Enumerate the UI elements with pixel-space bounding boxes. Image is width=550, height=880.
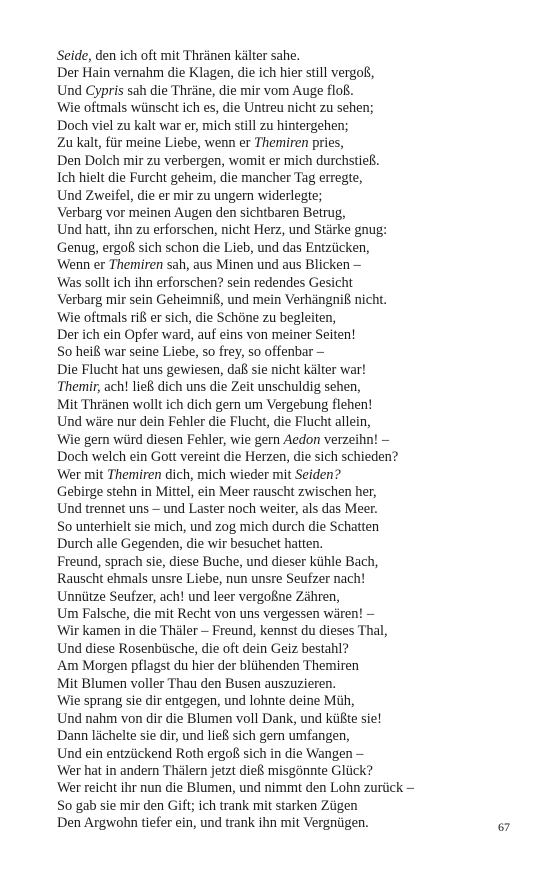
verse-text: Wenn er bbox=[57, 257, 109, 274]
verse-line bbox=[57, 205, 517, 222]
verse-text: Doch welch ein Gott vereint die Herzen, die sich schieden? bbox=[57, 449, 399, 466]
verse-line bbox=[57, 222, 517, 239]
verse-text: Gebirge stehn in Mittel, ein Meer rauscht zwischen her, bbox=[57, 483, 377, 500]
verse-text: Wer hat in andern Thälern jetzt dieß misgönnte Glück? bbox=[57, 762, 373, 779]
verse-text: Dann lächelte sie dir, und ließ sich gern umfangen, bbox=[57, 728, 350, 745]
verse-line bbox=[57, 118, 517, 135]
verse-text: Doch viel zu kalt war er, mich still zu hintergehen; bbox=[57, 117, 349, 134]
verse-italic-name: Themir, bbox=[57, 379, 101, 396]
verse-text: pries, bbox=[308, 135, 344, 152]
verse-line bbox=[57, 432, 517, 449]
verse-text: Genug, ergoß sich schon die Lieb, und das Entzücken, bbox=[57, 239, 370, 256]
verse-text: Die Flucht hat uns gewiesen, daß sie nicht kälter war! bbox=[57, 361, 367, 378]
verse-line bbox=[57, 641, 517, 658]
verse-line bbox=[57, 188, 517, 205]
verse-line bbox=[57, 484, 517, 501]
verse-text: dich, mich wieder mit bbox=[161, 466, 296, 483]
verse-line bbox=[57, 449, 517, 466]
verse-text: Der Hain vernahm die Klagen, die ich hier still vergoß, bbox=[57, 65, 375, 82]
page-number: 67 bbox=[498, 820, 510, 834]
verse-line bbox=[57, 623, 517, 640]
verse-line bbox=[57, 310, 517, 327]
verse-text: ach! ließ dich uns die Zeit unschuldig sehen, bbox=[100, 379, 361, 396]
verse-text: Und ein entzückend Roth ergoß sich in die Wangen – bbox=[57, 745, 364, 762]
verse-line bbox=[57, 344, 517, 361]
verse-text: Wir kamen in die Thäler – Freund, kennst du dieses Thal, bbox=[57, 623, 388, 640]
verse-line bbox=[57, 257, 517, 274]
verse-line bbox=[57, 589, 517, 606]
verse-text: So unterhielt sie mich, und zog mich durch die Schatten bbox=[57, 518, 380, 535]
verse-text: So gab sie mir den Gift; ich trank mit starken Zügen bbox=[57, 797, 358, 814]
verse-text: Mit Blumen voller Thau den Busen auszuzieren. bbox=[57, 675, 337, 692]
verse-line bbox=[57, 153, 517, 170]
verse-italic-name: Seide, bbox=[57, 48, 92, 64]
verse-line bbox=[57, 780, 517, 797]
verse-italic-name: Themiren bbox=[254, 135, 309, 152]
verse-line bbox=[57, 275, 517, 292]
verse-line bbox=[57, 519, 517, 536]
verse-text: Zu kalt, für meine Liebe, wenn er bbox=[57, 135, 254, 152]
verse-line bbox=[57, 763, 517, 780]
verse-text: sah, aus Minen und aus Blicken – bbox=[163, 257, 361, 274]
verse-line bbox=[57, 606, 517, 623]
verse-text: Ich hielt die Furcht geheim, die mancher Tag erregte, bbox=[57, 170, 363, 187]
verse-text: Unnütze Seufzer, ach! und leer vergoßne Zähren, bbox=[57, 588, 340, 605]
verse-text: Durch alle Gegenden, die wir besuchet hatten. bbox=[57, 536, 324, 553]
verse-text: Wie gern würd diesen Fehler, wie gern bbox=[57, 431, 284, 448]
verse-line bbox=[57, 746, 517, 763]
verse-text: Wer mit bbox=[57, 466, 107, 483]
verse-line bbox=[57, 379, 517, 396]
verse-line bbox=[57, 327, 517, 344]
verse-text: Und hatt, ihn zu erforschen, nicht Herz, und Stärke gnug: bbox=[57, 222, 388, 239]
verse-text: sah die Thräne, die mir vom Auge floß. bbox=[123, 82, 354, 99]
verse-text: So heiß war seine Liebe, so frey, so offenbar – bbox=[57, 344, 324, 361]
verse-text: verzeihn! – bbox=[320, 431, 390, 448]
verse-text: Was sollt ich ihn erforschen? sein redendes Gesicht bbox=[57, 274, 353, 291]
verse-italic-name: Themiren bbox=[108, 257, 164, 274]
verse-line bbox=[57, 798, 517, 815]
verse-text: Verbarg mir sein Geheimniß, und mein Verhängniß nicht. bbox=[57, 292, 387, 309]
poem-text bbox=[57, 48, 517, 833]
verse-line bbox=[57, 536, 517, 553]
verse-text: Und Zweifel, die er mir zu ungern widerlegte; bbox=[57, 187, 323, 204]
verse-line bbox=[57, 711, 517, 728]
verse-line bbox=[57, 693, 517, 710]
verse-line bbox=[57, 83, 517, 100]
verse-line bbox=[57, 397, 517, 414]
verse-text: Und bbox=[57, 82, 86, 99]
verse-line bbox=[57, 728, 517, 745]
verse-line bbox=[57, 815, 517, 832]
verse-line bbox=[57, 554, 517, 571]
verse-text: Mit Thränen wollt ich dich gern um Vergebung flehen! bbox=[57, 396, 373, 413]
verse-line bbox=[57, 501, 517, 518]
verse-text: Um Falsche, die mit Recht von uns vergessen wären! – bbox=[57, 606, 375, 622]
verse-line bbox=[57, 100, 517, 117]
verse-line bbox=[57, 65, 517, 82]
verse-text: Wie oftmals wünscht ich es, die Untreu nicht zu sehen; bbox=[57, 100, 374, 117]
verse-italic-name: Themiren bbox=[107, 466, 162, 483]
verse-italic-name: Seiden? bbox=[295, 466, 341, 483]
verse-italic-name: Aedon bbox=[283, 431, 321, 448]
verse-line bbox=[57, 292, 517, 309]
verse-text: Am Morgen pflagst du hier der blühenden Themiren bbox=[57, 658, 359, 675]
verse-text: Wie oftmals riß er sich, die Schöne zu begleiten, bbox=[57, 309, 337, 326]
verse-text: Der ich ein Opfer ward, auf eins von meiner Seiten! bbox=[57, 327, 356, 343]
verse-line bbox=[57, 571, 517, 588]
verse-line bbox=[57, 48, 517, 65]
verse-line bbox=[57, 170, 517, 187]
verse-text: Den Dolch mir zu verbergen, womit er mich durchstieß. bbox=[57, 152, 380, 169]
verse-text: Den Argwohn tiefer ein, und trank ihn mit Vergnügen. bbox=[57, 815, 369, 832]
verse-text: den ich oft mit Thränen kälter sahe. bbox=[91, 48, 301, 64]
verse-text: Wie sprang sie dir entgegen, und lohnte deine Müh, bbox=[57, 693, 355, 710]
verse-text: Wer reicht ihr nun die Blumen, und nimmt den Lohn zurück – bbox=[57, 780, 414, 797]
verse-text: Verbarg vor meinen Augen den sichtbaren Betrug, bbox=[57, 204, 346, 221]
verse-line bbox=[57, 414, 517, 431]
verse-line bbox=[57, 135, 517, 152]
verse-line bbox=[57, 362, 517, 379]
verse-text: Freund, sprach sie, diese Buche, und dieser kühle Bach, bbox=[57, 553, 379, 570]
verse-text: Und nahm von dir die Blumen voll Dank, und küßte sie! bbox=[57, 710, 382, 727]
verse-text: Rauscht ehmals unsre Liebe, nun unsre Seufzer nach! bbox=[57, 571, 366, 588]
verse-italic-name: Cypris bbox=[85, 82, 124, 99]
verse-text: Und trennet uns – und Laster noch weiter, als das Meer. bbox=[57, 501, 378, 518]
verse-line bbox=[57, 676, 517, 693]
verse-line bbox=[57, 467, 517, 484]
verse-text: Und wäre nur dein Fehler die Flucht, die Flucht allein, bbox=[57, 414, 371, 431]
verse-line bbox=[57, 240, 517, 257]
verse-text: Und diese Rosenbüsche, die oft dein Geiz bestahl? bbox=[57, 640, 349, 657]
verse-line bbox=[57, 658, 517, 675]
